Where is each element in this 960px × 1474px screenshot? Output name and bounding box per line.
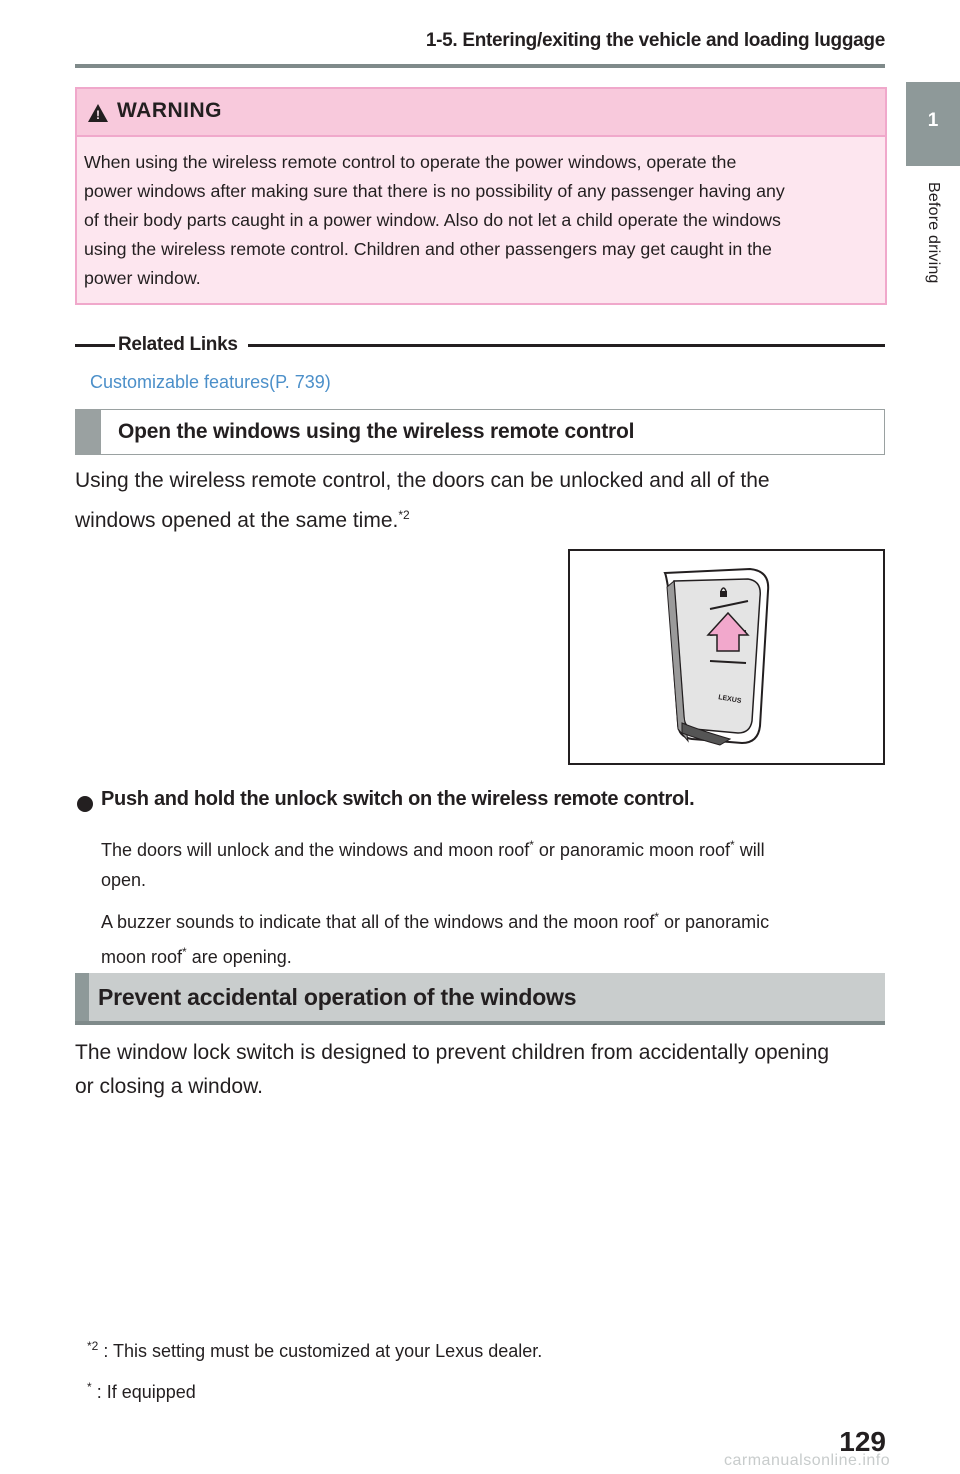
bullet-title: Push and hold the unlock switch on the wireless remote control. (101, 788, 695, 810)
customizable-features-link[interactable]: Customizable features(P. 739) (90, 372, 331, 392)
paragraph-line (75, 498, 770, 538)
section-header-rule (75, 1021, 885, 1025)
paragraph-prevent (75, 1036, 885, 1104)
detail-line (101, 830, 871, 865)
detail-text: moon roof (101, 947, 183, 967)
warning-line: power window. (84, 268, 201, 288)
chapter-label: Before driving (925, 182, 942, 284)
footnote-ref: *2 (398, 508, 410, 522)
paragraph-line: The window lock switch is designed to prevent children from accidentally opening (75, 1041, 830, 1064)
bullet-detail-1 (101, 830, 871, 895)
warning-title: WARNING (117, 99, 222, 122)
footnote-ref: * (529, 838, 534, 852)
section-header-bar (75, 973, 89, 1023)
paragraph-line: or closing a window. (75, 1075, 263, 1098)
detail-text: are opening. (186, 947, 292, 967)
bullet-detail-2 (101, 902, 871, 972)
warning-exclamation-icon: ! (96, 108, 100, 122)
related-links-title: Related Links (118, 334, 238, 355)
warning-line: of their body parts caught in a power window. Also do not let a child operate the windows (84, 210, 781, 230)
detail-line (101, 902, 871, 937)
detail-text: A buzzer sounds to indicate that all of the windows and the moon roof (101, 912, 655, 932)
warning-body (84, 148, 876, 293)
remote-control-illustration (568, 549, 885, 765)
running-header: 1-5. Entering/exiting the vehicle and loading luggage (425, 30, 885, 51)
detail-line (101, 937, 871, 972)
fob-brand-text: LEXUS (717, 694, 742, 706)
section-header-bar (75, 409, 101, 455)
detail-text: will (734, 840, 765, 860)
footnote-star (87, 1380, 196, 1403)
warning-line: using the wireless remote control. Children and other passengers may get caught in the (84, 239, 772, 259)
section-title-prevent: Prevent accidental operation of the windows (98, 984, 577, 1010)
footnote-ref: * (182, 945, 187, 959)
detail-text: The doors will unlock and the windows and moon roof (101, 840, 530, 860)
warning-line: When using the wireless remote control to operate the power windows, operate the (84, 152, 737, 172)
related-links-rule-right (248, 344, 885, 347)
warning-line: power windows after making sure that there is no possibility of any passenger having any (84, 181, 785, 201)
footnote-ref: * (730, 838, 735, 852)
footnote-mark: * (87, 1380, 92, 1394)
chapter-number: 1 (927, 110, 939, 131)
key-fob-svg (570, 551, 883, 763)
paragraph-open-windows (75, 464, 770, 538)
section-title-open-windows: Open the windows using the wireless remote control (118, 420, 635, 443)
footnote-text: : This setting must be customized at your Lexus dealer. (103, 1341, 543, 1361)
paragraph-line: Using the wireless remote control, the doors can be unlocked and all of the (75, 469, 770, 492)
header-rule (75, 64, 885, 68)
detail-line: open. (101, 870, 147, 890)
footnote-mark: *2 (87, 1339, 99, 1353)
detail-text: or panoramic moon roof (533, 840, 731, 860)
page-number: 129 (839, 1426, 886, 1457)
watermark: carmanualsonline.info (724, 1452, 891, 1469)
footnote-text: : If equipped (96, 1382, 196, 1402)
footnote-2 (87, 1339, 542, 1362)
bullet-icon (77, 796, 93, 812)
paragraph-text: windows opened at the same time. (75, 509, 399, 532)
footnote-ref: * (654, 910, 660, 924)
related-links-rule-left (75, 344, 115, 347)
detail-text: or panoramic (659, 912, 770, 932)
